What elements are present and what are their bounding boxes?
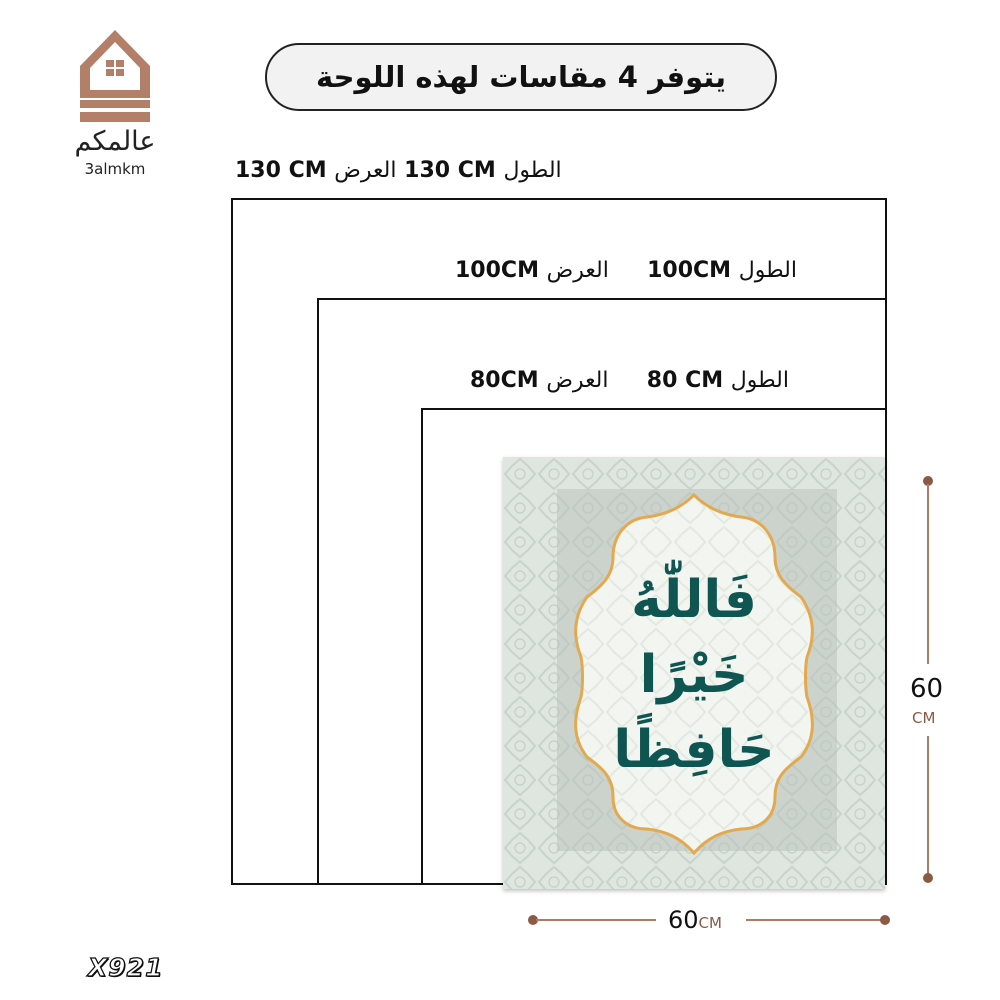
dim-v-line-bottom [927,736,929,874]
length-value: 130 CM [404,158,496,183]
length-value: 100CM [647,258,732,283]
calligraphy-line-1: فَاللّٰهُ [631,570,757,630]
width-label: العرض [546,258,609,283]
brand-logo [60,28,170,188]
size-label-100 [455,258,797,283]
product-code: X921 [88,953,164,982]
width-value: 130 CM [235,158,327,183]
dim-h-end-dot [880,915,890,925]
sizes-headline: يتوفر 4 مقاسات لهذه اللوحة [265,43,777,111]
dim-h-line-left [536,919,656,921]
width-label: العرض [546,368,609,393]
width-value: 80CM [470,368,539,393]
dim-v-bottom-dot [923,873,933,883]
length-label: الطول [503,158,562,183]
length-label: الطول [738,258,797,283]
size-label-130 [235,158,562,183]
dim-width-unit: CM [698,914,722,932]
calligraphy-line-3: حَافِظًا [613,720,775,780]
artwork-preview [503,457,885,889]
brand-name-arabic: عالمكم [74,126,156,157]
dim-width [668,906,722,934]
width-label: العرض [334,158,397,183]
brand-name-english: 3almkm [84,160,146,178]
dim-height-unit: CM [912,709,936,727]
calligraphy-line-2: خَيْرًا [639,645,749,705]
length-value: 80 CM [646,368,724,393]
size-label-80 [470,368,789,393]
length-label: الطول [730,368,789,393]
dim-height-value: 60 [910,674,944,704]
dim-h-line-right [746,919,882,921]
house-logo-icon [76,28,154,124]
dim-width-value: 60 [668,906,699,934]
dim-v-line-top [927,484,929,664]
width-value: 100CM [455,258,539,283]
